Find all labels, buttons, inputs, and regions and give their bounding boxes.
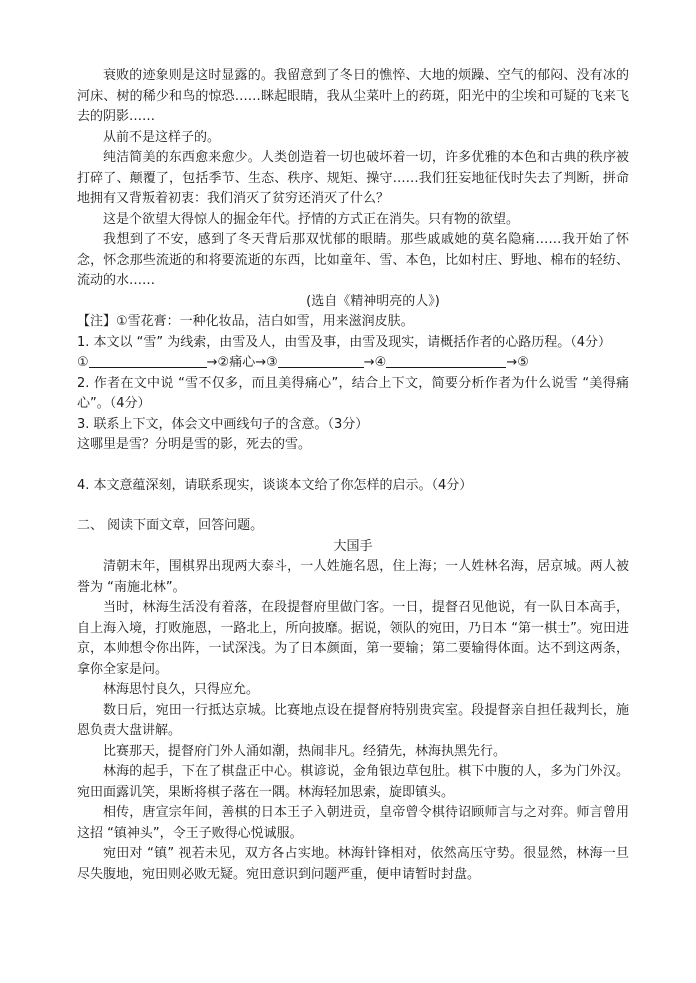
question-3-quote: 这哪里是雪？分明是雪的影，死去的雪。 xyxy=(77,437,312,452)
paragraph: 这是个欲望大得惊人的掘金年代。抒情的方式正在消失。只有物的欲望。 xyxy=(103,211,520,227)
paragraph: 数日后，宛田一行抵达京城。比赛地点设在提督府特别贵宾室。段提督亲自担任裁判长，施恩负责大盘讲解。 xyxy=(77,702,629,738)
paragraph: 我想到了不安，感到了冬天背后那双忧郁的眼睛。那些戚戚她的莫名隐痛……我开始了怀念，怀念那些流逝的和将要流逝的东西，比如童年、雪、本色，比如村庄、野地、棉布的轻纺、流动的水…… xyxy=(77,232,629,288)
question-3: 3. 联系上下文，体会文中画线句子的含意。（3分） xyxy=(77,416,369,432)
paragraph: 宛田对 “镇” 视若未见，双方各占实地。林海针锋相对，依然高压守势。很显然，林海一旦尽失腹地，宛田则必败无疑。宛田意识到问题严重，便申请暂时封盘。 xyxy=(77,846,629,882)
question-1-blanks xyxy=(77,353,629,374)
spacer xyxy=(77,456,629,476)
paragraph: 相传，唐宣宗年间，善棋的日本王子入朝进贡，皇帝曾令棋待诏顾师言与之对弈。师言曾用这招 “镇神头”，令王子败得心悦诚服。 xyxy=(77,805,629,841)
answer-blank[interactable] xyxy=(386,353,506,368)
paragraph: 当时，林海生活没有着落，在段提督府里做门客。一日，提督召见他说，有一队日本高手，自上海入境，打败施恩，一路北上，所向披靡。据说，领队的宛田，乃日本 “第一棋士”。宛田进京，本帅想令你出阵，一试深浅。为了日本颜面，第一要输；第二要输得体面。达不到这两条，拿你全家是问。 xyxy=(77,600,629,677)
paragraph: 比赛那天，提督府门外人涌如潮，热闹非凡。经猜先，林海执黑先行。 xyxy=(103,743,507,759)
blank-marker: →④ xyxy=(363,355,387,370)
source-citation: (选自《精神明亮的人》) xyxy=(306,293,440,309)
footnote: 【注】①雪花膏：一种化妆品，洁白如雪，用来滋润皮肤。 xyxy=(77,314,414,329)
blank-marker: →②痛心→③ xyxy=(206,355,278,370)
question-1: 1. 本文以 “雪” 为线索，由雪及人，由雪及事，由雪及现实，请概括作者的心路历程。（4分） xyxy=(77,334,612,350)
article-title: 大国手 xyxy=(333,538,373,554)
answer-blank[interactable] xyxy=(278,353,364,368)
answer-blank[interactable] xyxy=(89,353,207,368)
paragraph: 清朝末年，围棋界出现两大泰斗，一人姓施名恩，住上海；一人姓林名海，居京城。两人被誉为 “南施北林”。 xyxy=(77,559,629,595)
question-2: 2. 作者在文中说 “雪不仅多，而且美得痛心”，结合上下文，简要分析作者为什么说雪 “美得痛心”。（4分） xyxy=(77,375,629,411)
section-heading: 二、 阅读下面文章，回答问题。 xyxy=(77,518,264,533)
blank-marker: →⑤ xyxy=(506,355,529,370)
paragraph: 从前不是这样子的。 xyxy=(103,129,221,145)
document-page xyxy=(77,66,629,885)
paragraph: 林海的起手，下在了棋盘正中心。棋谚说，金角银边草包肚。棋下中腹的人，多为门外汉。宛田面露讥笑，果断将棋子落在一隅。林海轻加思索，旋即镇头。 xyxy=(77,764,629,800)
paragraph: 纯洁简美的东西愈来愈少。人类创造着一切也破坏着一切，许多优雅的本色和古典的秩序被打碎了、颠覆了，包括季节、生态、秩序、规矩、操守……我们狂妄地征伐时失去了判断，拼命地拥有又背叛着初衷：我们消灭了贫穷还消灭了什么？ xyxy=(77,150,629,206)
paragraph: 林海思忖良久，只得应允。 xyxy=(103,682,260,697)
question-4: 4. 本文意蕴深刻，请联系现实，谈谈本文给了你怎样的启示。（4分） xyxy=(77,477,473,493)
spacer xyxy=(77,496,629,516)
paragraph: 衰败的迹象则是这时显露的。我留意到了冬日的憔悴、大地的烦躁、空气的郁闷、没有冰的河床、树的稀少和鸟的惊恐……眯起眼睛，我从尘菜叶上的药斑，阳光中的尘埃和可疑的飞来飞去的阴影…… xyxy=(77,68,629,124)
blank-marker: ① xyxy=(77,355,89,370)
